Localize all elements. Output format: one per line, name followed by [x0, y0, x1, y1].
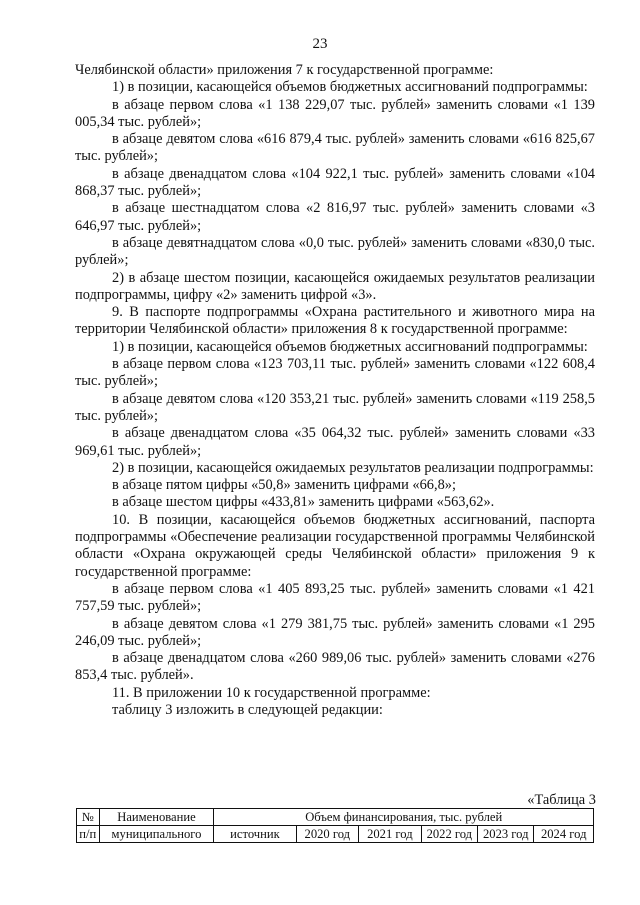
paragraph: в абзаце первом слова «1 405 893,25 тыс. рублей» заменить словами «1 421 757,59 тыс. рублей»; [75, 580, 595, 615]
paragraph: в абзаце шестом цифры «433,81» заменить цифрами «563,62». [112, 494, 495, 511]
header-num: № [77, 809, 100, 826]
table-caption: «Таблица 3 [527, 792, 596, 808]
paragraph: 9. В паспорте подпрограммы «Охрана растительного и животного мира на территории Челябинской области» приложения 8 к государственной программе: [75, 304, 595, 338]
paragraph: в абзаце девятом слова «616 879,4 тыс. рублей» заменить словами «616 825,67 тыс. рублей»; [75, 131, 595, 165]
paragraph: 2) в абзаце шестом позиции, касающейся ожидаемых результатов реализации подпрограммы, цифру «2» заменить цифрой «3». [75, 269, 595, 303]
paragraph: таблицу 3 изложить в следующей редакции: [112, 701, 383, 718]
page-number: 23 [312, 36, 328, 52]
paragraph: в абзаце пятом цифры «50,8» заменить цифрами «66,8»; [112, 477, 456, 494]
document-body [75, 62, 595, 719]
header-year: 2022 год [421, 826, 477, 843]
table-subheader-row [77, 826, 594, 843]
paragraph: в абзаце двенадцатом слова «104 922,1 тыс. рублей» заменить словами «104 868,37 тыс. рублей»; [75, 165, 595, 200]
paragraph: в абзаце девятом слова «1 279 381,75 тыс. рублей» заменить словами «1 295 246,09 тыс. рублей»; [75, 615, 595, 649]
paragraph: в абзаце девятнадцатом слова «0,0 тыс. рублей» заменить словами «830,0 тыс. рублей»; [75, 234, 595, 269]
paragraph: 10. В позиции, касающейся объемов бюджетных ассигнований, паспорта подпрограммы «Обеспечение реализации государственной программы Челябинской области «Охрана окружающей среды Челябинской области» приложения 9 к государственной программе: [75, 511, 595, 580]
paragraph: в абзаце шестнадцатом слова «2 816,97 тыс. рублей» заменить словами «3 646,97 тыс. рублей»; [75, 200, 595, 234]
paragraph: в абзаце двенадцатом слова «260 989,06 тыс. рублей» заменить словами «276 853,4 тыс. рублей». [75, 650, 595, 684]
paragraph: Челябинской области» приложения 7 к государственной программе: [75, 62, 494, 78]
paragraph: в абзаце двенадцатом слова «35 064,32 тыс. рублей» заменить словами «33 969,61 тыс. рублей»; [75, 425, 595, 459]
paragraph: в абзаце первом слова «123 703,11 тыс. рублей» заменить словами «122 608,4 тыс. рублей»; [75, 356, 595, 390]
header-source: источник [214, 826, 296, 843]
header-year: 2024 год [534, 826, 594, 843]
funding-table [76, 808, 594, 843]
paragraph: в абзаце первом слова «1 138 229,07 тыс. рублей» заменить словами «1 139 005,34 тыс. рублей»; [75, 96, 595, 130]
paragraph: 2) в позиции, касающейся ожидаемых результатов реализации подпрограммы: [112, 459, 594, 476]
header-year: 2023 год [478, 826, 534, 843]
table-header-row [77, 809, 594, 826]
header-year: 2021 год [359, 826, 422, 843]
paragraph: 1) в позиции, касающейся объемов бюджетных ассигнований подпрограммы: [112, 79, 588, 96]
header-num-sub: п/п [77, 826, 100, 843]
paragraph: 11. В приложении 10 к государственной программе: [112, 684, 431, 701]
paragraph: в абзаце девятом слова «120 353,21 тыс. рублей» заменить словами «119 258,5 тыс. рублей»; [75, 390, 595, 424]
header-name: Наименование [99, 809, 214, 826]
header-funding: Объем финансирования, тыс. рублей [214, 809, 594, 826]
header-year: 2020 год [296, 826, 359, 843]
header-name-sub: муниципального [99, 826, 214, 843]
paragraph: 1) в позиции, касающейся объемов бюджетных ассигнований подпрограммы: [112, 338, 588, 355]
